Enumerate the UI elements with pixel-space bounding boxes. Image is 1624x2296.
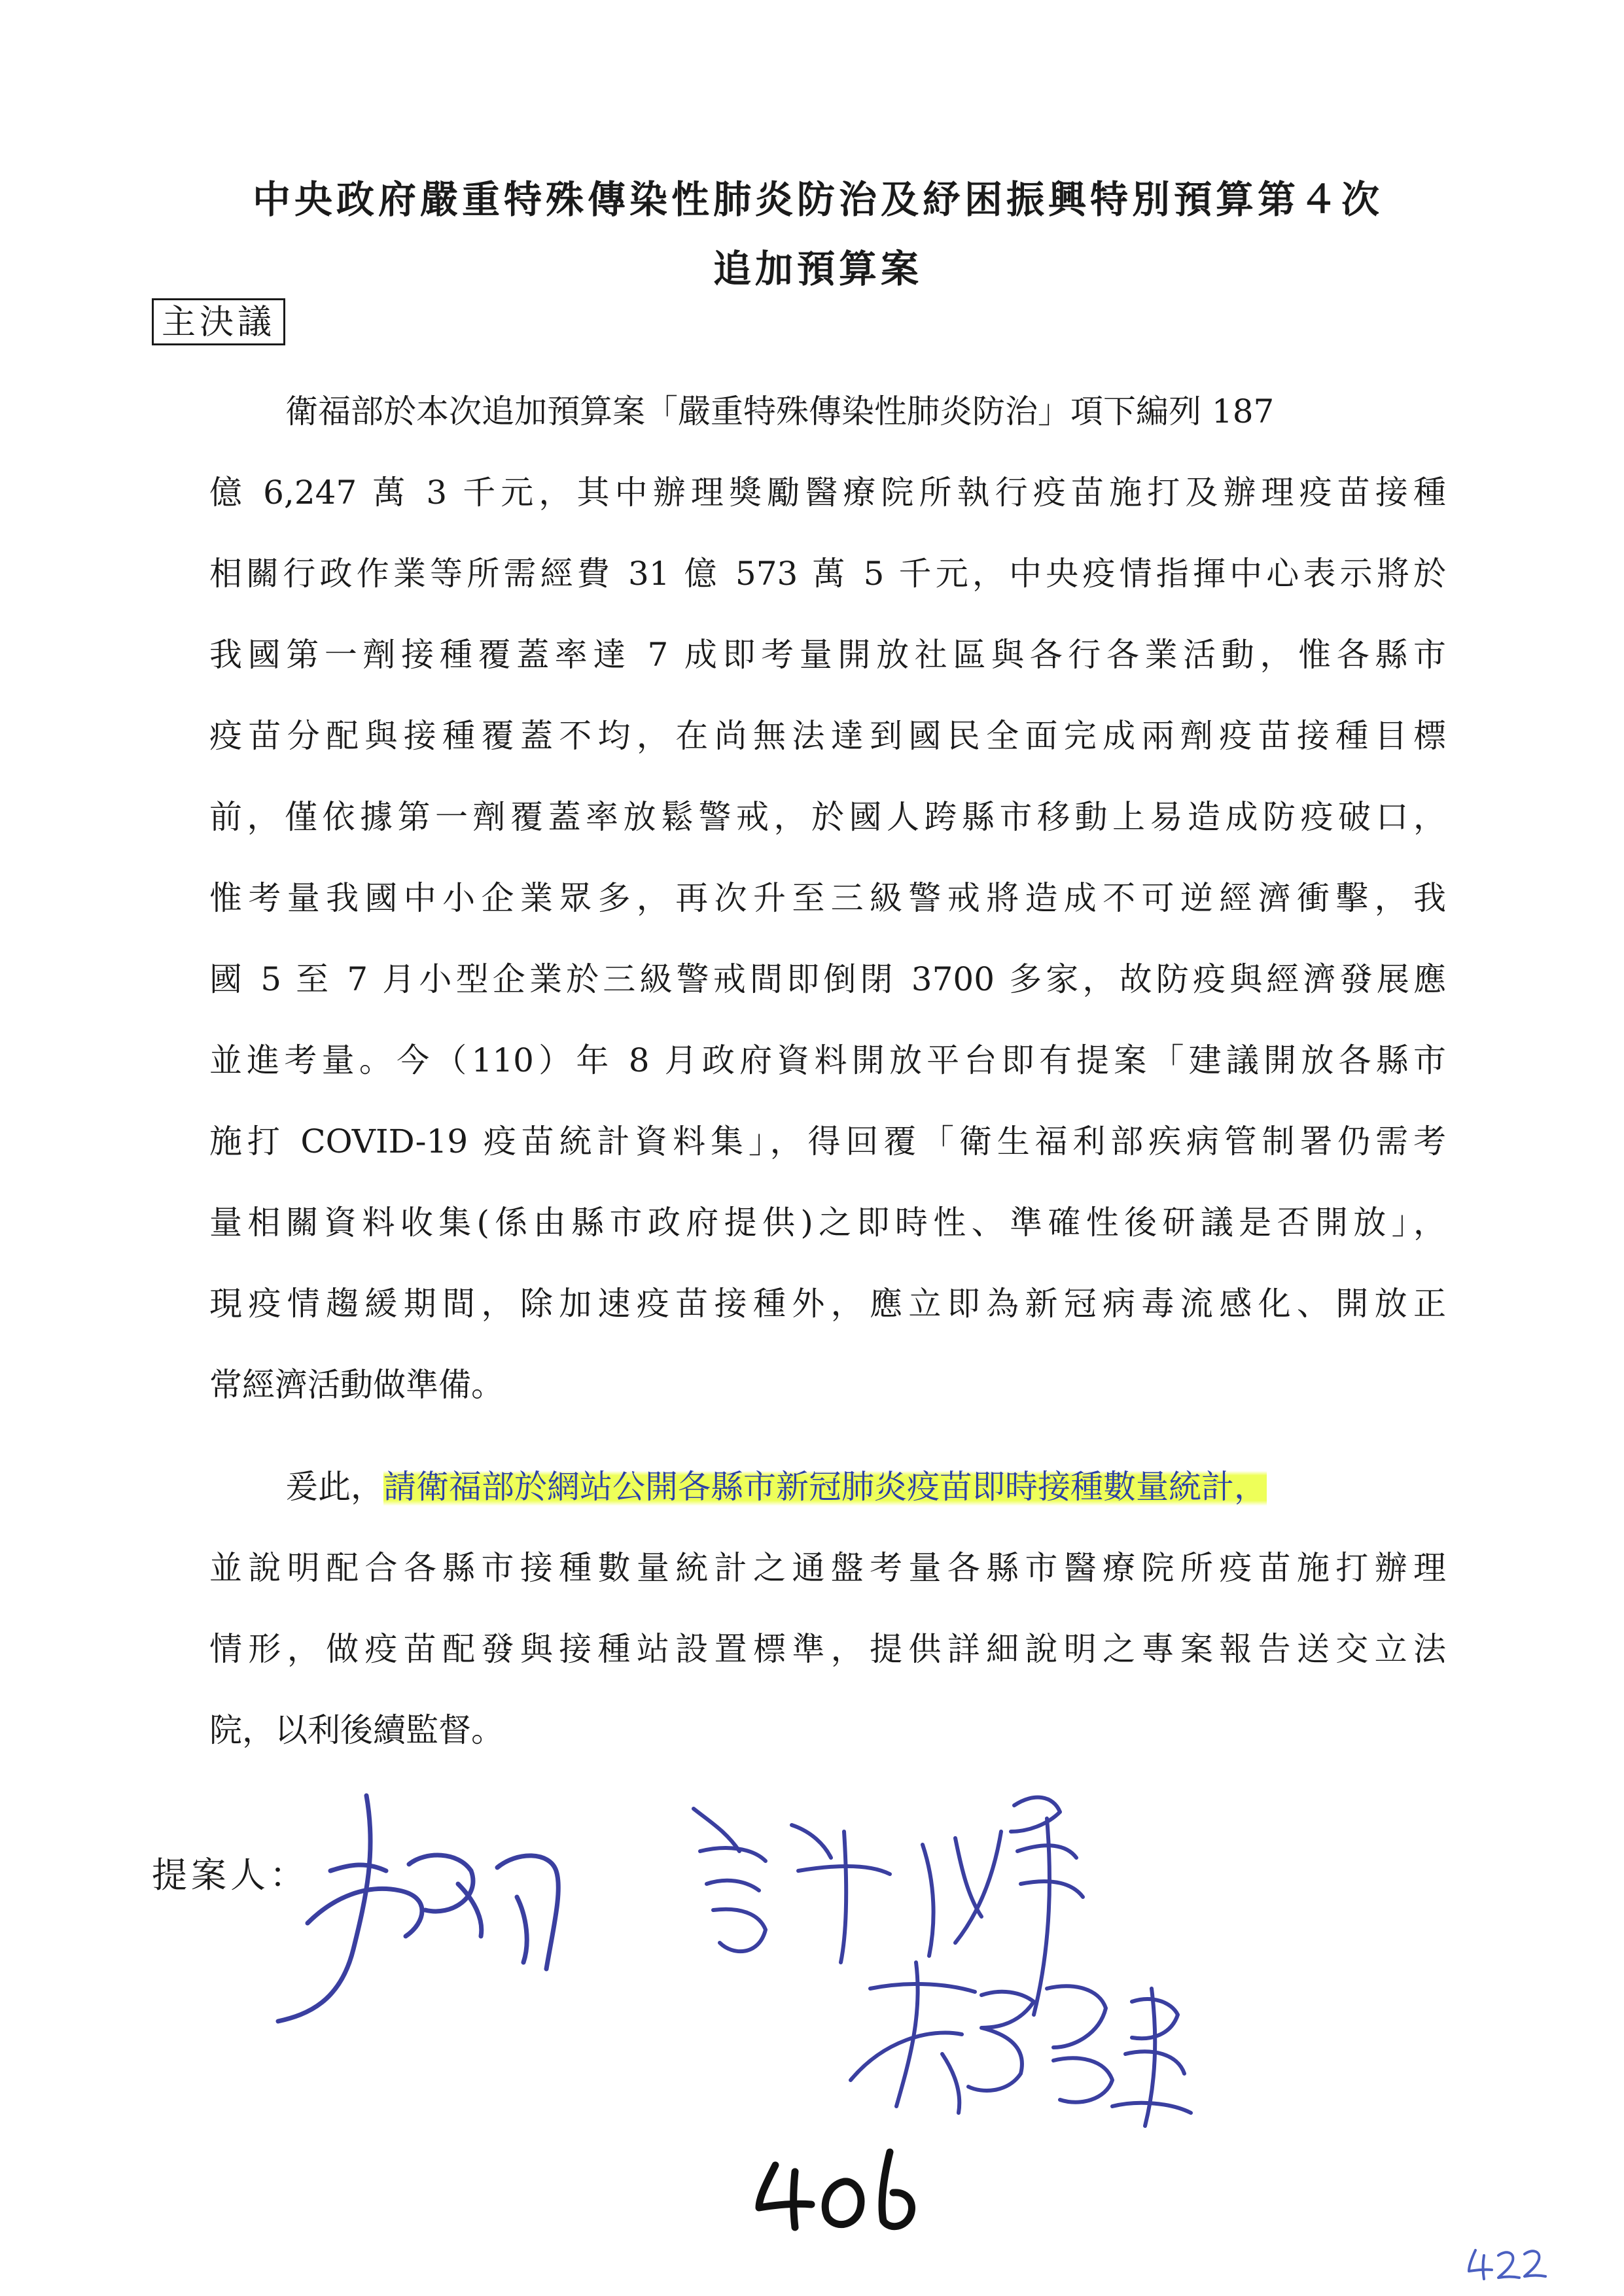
handwritten-page-number: [759, 2152, 911, 2227]
signature-1: [278, 1796, 558, 2021]
paragraph-line: 並進考量。今（110）年 8 月政府資料開放平台即有提案「建議開放各縣市: [209, 1041, 1446, 1079]
paragraph-line: 億 6,247 萬 3 千元，其中辦理獎勵醫療院所執行疫苗施打及辦理疫苗接種: [209, 474, 1446, 512]
signature-2: [694, 1798, 1083, 2015]
paragraph-line: 疫苗分配與接種覆蓋不均，在尚無法達到國民全面完成兩劑疫苗接種目標: [209, 717, 1446, 755]
paragraph-line: 常經濟活動做準備。: [209, 1366, 504, 1404]
resolution-prefix: 爰此，: [285, 1468, 383, 1506]
proposer-label: 提案人：: [152, 1854, 309, 1896]
paragraph-line: 前，僅依據第一劑覆蓋率放鬆警戒，於國人跨縣市移動上易造成防疫破口，: [209, 798, 1446, 836]
paragraph-line: 量相關資料收集(係由縣市政府提供)之即時性、準確性後研議是否開放」，: [209, 1204, 1446, 1242]
paragraph-line: 並說明配合各縣市接種數量統計之通盤考量各縣市醫療院所疫苗施打辦理: [209, 1549, 1446, 1587]
paragraph-line: 我國第一劑接種覆蓋率達 7 成即考量開放社區與各行各業活動，惟各縣市: [209, 636, 1446, 674]
highlighted-request: 請衛福部於網站公開各縣市新冠肺炎疫苗即時接種數量統計，: [383, 1468, 1267, 1506]
document-title-line-1: 中央政府嚴重特殊傳染性肺炎防治及紓困振興特別預算第４次: [252, 177, 1383, 222]
handwritten-corner-number: [1469, 2250, 1545, 2279]
paragraph-line: 現疫情趨緩期間，除加速疫苗接種外，應立即為新冠病毒流感化、開放正: [209, 1285, 1446, 1323]
paragraph-line: 衛福部於本次追加預算案「嚴重特殊傳染性肺炎防治」項下編列 187: [285, 392, 1275, 430]
paragraph-line: 施打 COVID-19 疫苗統計資料集」，得回覆「衛生福利部疾病管制署仍需考: [209, 1122, 1446, 1160]
document-title-line-2: 追加預算案: [713, 247, 923, 291]
paragraph-line: 相關行政作業等所需經費 31 億 573 萬 5 千元，中央疫情指揮中心表示將於: [209, 555, 1446, 593]
section-label-main-resolution: 主決議: [152, 298, 285, 345]
paragraph-line: 院，以利後續監督。: [209, 1711, 504, 1749]
paragraph-line: 國 5 至 7 月小型企業於三級警戒間即倒閉 3700 多家，故防疫與經濟發展應: [209, 960, 1446, 998]
signature-3: [851, 1962, 1191, 2126]
paragraph-line: 情形，做疫苗配發與接種站設置標準，提供詳細說明之專案報告送交立法: [209, 1630, 1446, 1668]
paragraph-line: 惟考量我國中小企業眾多，再次升至三級警戒將造成不可逆經濟衝擊，我: [209, 879, 1446, 917]
